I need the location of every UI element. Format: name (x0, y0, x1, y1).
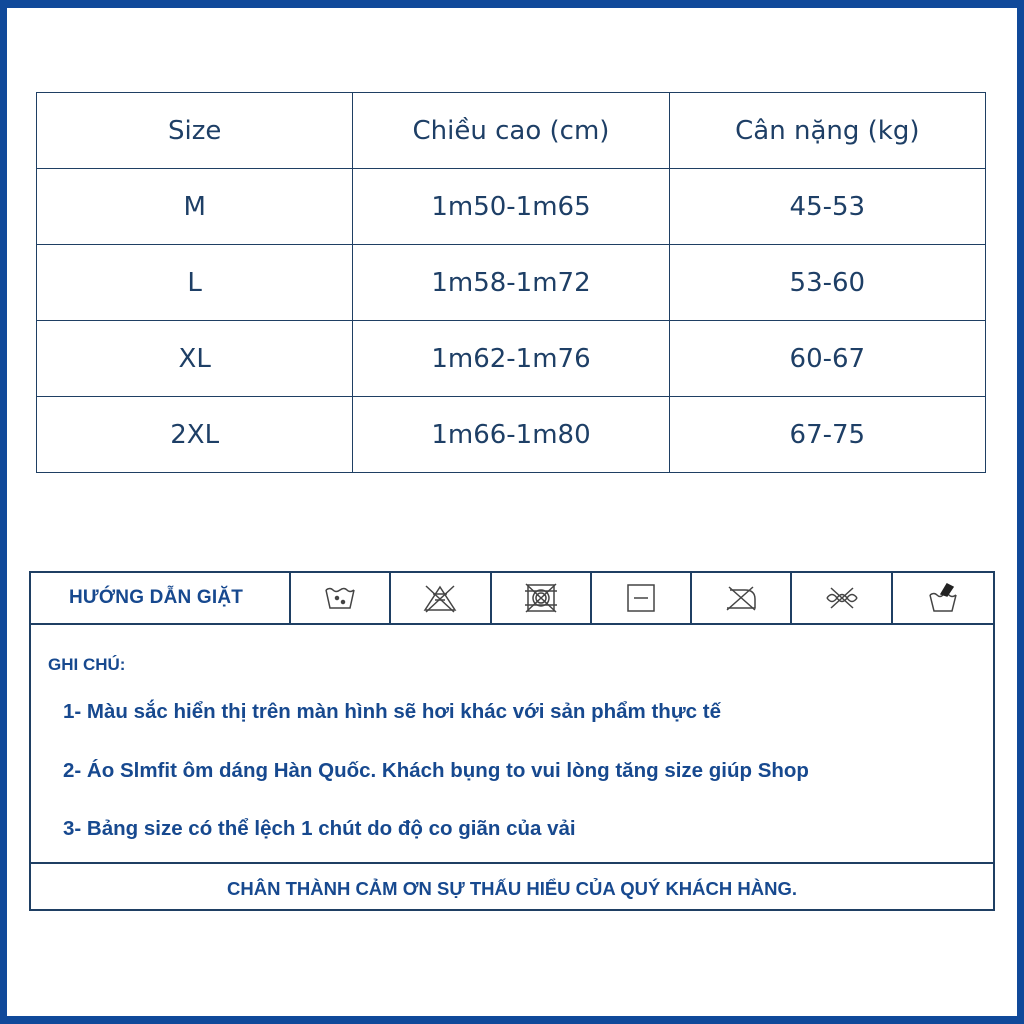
header-size: Size (37, 93, 353, 169)
washing-instructions-box (29, 571, 995, 911)
size-chart-table (36, 92, 986, 473)
cell-height: 1m66-1m80 (353, 397, 669, 473)
cell-weight: 60-67 (669, 321, 985, 397)
no-wring-icon (792, 573, 892, 623)
note-item: 1- Màu sắc hiển thị trên màn hình sẽ hơi khác với sản phẩm thực tế (63, 700, 722, 723)
cell-size: L (37, 245, 353, 321)
table-row (37, 245, 986, 321)
cell-height: 1m50-1m65 (353, 169, 669, 245)
cell-weight: 45-53 (669, 169, 985, 245)
wash-30-icon (291, 573, 391, 623)
cell-height: 1m62-1m76 (353, 321, 669, 397)
no-tumble-dry-icon (492, 573, 592, 623)
notes-title: GHI CHÚ: (48, 655, 126, 674)
cell-weight: 67-75 (669, 397, 985, 473)
dry-flat-icon (592, 573, 692, 623)
cell-height: 1m58-1m72 (353, 245, 669, 321)
note-item: 2- Áo Slmfit ôm dáng Hàn Quốc. Khách bụng to vui lòng tăng size giúp Shop (63, 759, 809, 782)
cell-weight: 53-60 (669, 245, 985, 321)
table-row (37, 169, 986, 245)
no-bleach-icon (391, 573, 491, 623)
thank-you-message: CHÂN THÀNH CẢM ƠN SỰ THẤU HIỂU CỦA QUÝ KHÁCH HÀNG. (31, 862, 993, 913)
iron-low-icon (692, 573, 792, 623)
hand-wash-icon (893, 573, 993, 623)
header-weight: Cân nặng (kg) (669, 93, 985, 169)
header-height: Chiều cao (cm) (353, 93, 669, 169)
cell-size: XL (37, 321, 353, 397)
note-item: 3- Bảng size có thể lệch 1 chút do độ co giãn của vải (63, 817, 576, 840)
table-row (37, 397, 986, 473)
cell-size: 2XL (37, 397, 353, 473)
washing-header-row (31, 573, 993, 625)
washing-title: HƯỚNG DẪN GIẶT (31, 573, 291, 623)
table-row (37, 321, 986, 397)
cell-size: M (37, 169, 353, 245)
table-header-row (37, 93, 986, 169)
